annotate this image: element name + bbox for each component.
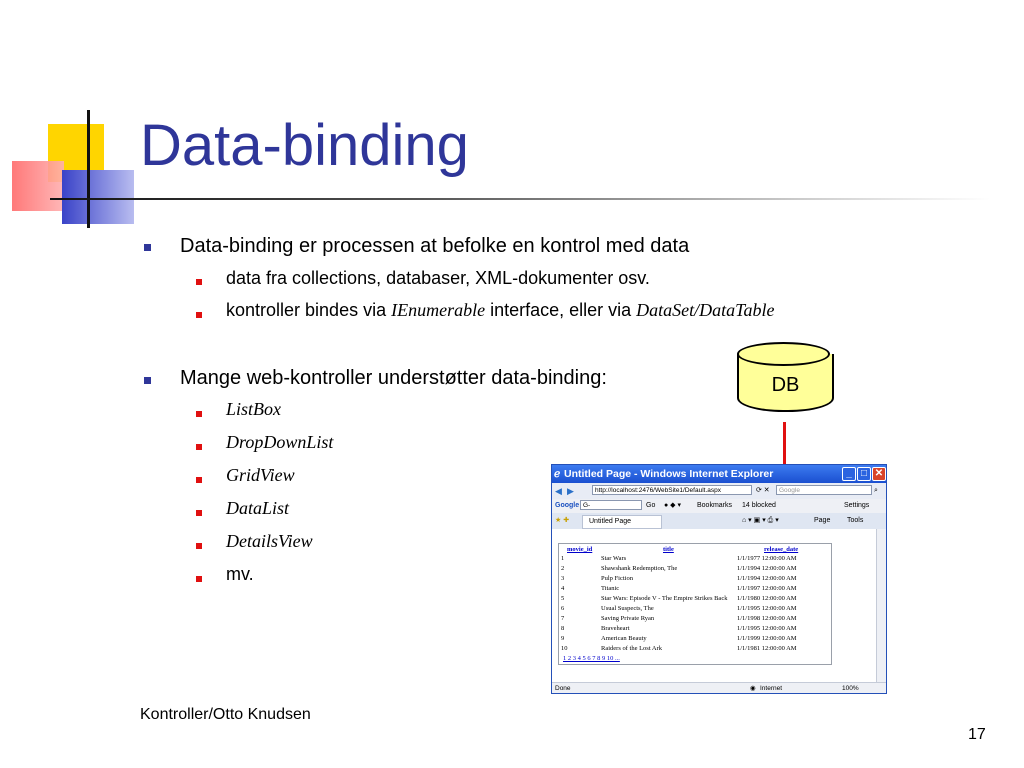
grid-cell: Star Wars — [601, 555, 627, 562]
address-bar — [552, 483, 886, 500]
globe-icon: ◉ — [750, 685, 756, 692]
grid-header-release-date[interactable]: release_date — [764, 546, 799, 553]
security-zone: Internet — [760, 685, 783, 692]
slide-title: Data-binding — [140, 113, 469, 178]
favorites-star-icon[interactable]: ★ ✚ — [555, 517, 570, 524]
google-search-field[interactable]: G- — [580, 500, 642, 510]
grid-cell: 1/1/1994 12:00:00 AM — [737, 565, 797, 572]
browser-title: Untitled Page - Windows Internet Explorer — [564, 468, 774, 480]
grid-cell: 1/1/1997 12:00:00 AM — [737, 585, 797, 592]
tools-menu[interactable]: Tools — [847, 517, 864, 524]
grid-cell: 1/1/1977 12:00:00 AM — [737, 555, 797, 562]
grid-cell: 9 — [561, 635, 565, 642]
dataset-term: DataSet/DataTable — [636, 300, 775, 320]
ie-icon: ℯ — [554, 468, 561, 480]
refresh-icon[interactable]: ⟳ ✕ — [756, 487, 770, 494]
database-cylinder-top — [737, 342, 830, 366]
control-listbox: ListBox — [226, 399, 282, 419]
sub-bullet-square — [196, 510, 202, 516]
title-underline — [50, 198, 990, 200]
status-text: Done — [555, 685, 571, 692]
status-bar — [552, 682, 886, 694]
forward-icon[interactable]: ▶ — [567, 486, 574, 496]
grid-cell: 1/1/1980 12:00:00 AM — [737, 595, 797, 602]
grid-cell: 1 — [561, 555, 565, 562]
slide-footer: Kontroller/Otto Knudsen — [140, 706, 311, 723]
tab-untitled-page[interactable]: Untitled Page — [582, 515, 662, 529]
control-etc: mv. — [226, 564, 254, 584]
control-gridview: GridView — [226, 465, 295, 485]
grid-cell: 3 — [561, 575, 565, 582]
grid-cell: 1/1/1995 12:00:00 AM — [737, 625, 797, 632]
google-logo: Google — [555, 502, 580, 509]
sub-bullet-square — [196, 411, 202, 417]
maximize-button[interactable]: □ — [857, 467, 871, 481]
control-dropdownlist: DropDownList — [226, 432, 334, 452]
browser-window — [551, 464, 887, 694]
back-icon[interactable]: ◀ — [555, 486, 562, 496]
url-input[interactable]: http://localhost:2476/WebSite1/Default.aspx — [592, 485, 752, 495]
grid-cell: 4 — [561, 585, 565, 592]
tab-bar — [552, 513, 886, 530]
logo-red-square — [12, 161, 64, 211]
bullet-square — [144, 377, 151, 384]
google-toolbar — [552, 499, 886, 514]
grid-cell: Saving Private Ryan — [601, 615, 655, 622]
ienumerable-term: IEnumerable — [391, 300, 486, 320]
sub-bullet-text: data fra collections, databaser, XML-dokumenter osv. — [226, 268, 650, 288]
control-detailsview: DetailsView — [226, 531, 313, 551]
bookmarks-button[interactable]: Bookmarks — [697, 502, 733, 509]
settings-button[interactable]: Settings — [844, 502, 870, 509]
bullet-text: Data-binding er processen at befolke en kontrol med data — [180, 235, 690, 257]
close-button[interactable]: ✕ — [872, 467, 886, 481]
zoom-level[interactable]: 100% — [842, 685, 859, 692]
sub-bullet-square — [196, 543, 202, 549]
logo-vertical-line — [87, 110, 90, 228]
popup-blocked-button[interactable]: 14 blocked — [742, 502, 776, 509]
home-feeds-print-icons[interactable]: ⌂ ▾ ▣ ▾ ⎙ ▾ — [742, 517, 779, 524]
sub-bullet-text-composite — [226, 300, 775, 321]
grid-header-movie-id[interactable]: movie_id — [567, 546, 593, 553]
sub-bullet-square — [196, 279, 202, 285]
text-segment: interface, eller via — [485, 300, 637, 320]
grid-pager[interactable]: 1 2 3 4 5 6 7 8 9 10 ... — [563, 655, 620, 662]
go-button[interactable]: Go — [646, 502, 656, 509]
grid-cell: Shawshank Redemption, The — [601, 565, 678, 572]
grid-cell: 7 — [561, 615, 565, 622]
grid-cell: 10 — [561, 645, 568, 652]
bullet-square — [144, 244, 151, 251]
gridview-table — [558, 543, 832, 665]
grid-cell: 1/1/1981 12:00:00 AM — [737, 645, 797, 652]
grid-cell: 5 — [561, 595, 565, 602]
grid-header-title[interactable]: title — [663, 546, 674, 553]
grid-cell: 1/1/1995 12:00:00 AM — [737, 605, 797, 612]
grid-cell: 1/1/1998 12:00:00 AM — [737, 615, 797, 622]
search-input[interactable]: Google — [776, 485, 872, 495]
control-datalist: DataList — [226, 498, 290, 518]
grid-cell: American Beauty — [601, 635, 647, 642]
minimize-button[interactable]: _ — [842, 467, 856, 481]
grid-cell: Star Wars: Episode V - The Empire Strikes Back — [601, 595, 728, 602]
grid-cell: 1/1/1994 12:00:00 AM — [737, 575, 797, 582]
grid-cell: 1/1/1999 12:00:00 AM — [737, 635, 797, 642]
grid-cell: Titanic — [601, 585, 620, 592]
grid-cell: 6 — [561, 605, 565, 612]
grid-cell: Braveheart — [601, 625, 630, 632]
grid-cell: Usual Suspects, The — [601, 605, 654, 612]
browser-titlebar — [552, 465, 886, 483]
sub-bullet-square — [196, 444, 202, 450]
database-label: DB — [771, 374, 800, 396]
search-icon[interactable]: ⌕ — [874, 487, 878, 494]
text-segment: kontroller bindes via — [226, 300, 392, 320]
page-content — [552, 529, 876, 682]
bullet-text: Mange web-kontroller understøtter data-binding: — [180, 367, 607, 389]
sub-bullet-square — [196, 312, 202, 318]
sub-bullet-square — [196, 477, 202, 483]
toolbar-icons: ● ◆ ▾ — [664, 502, 682, 509]
vertical-scrollbar[interactable] — [876, 529, 887, 682]
grid-cell: 8 — [561, 625, 565, 632]
grid-cell: Raiders of the Lost Ark — [601, 645, 663, 652]
page-number: 17 — [968, 726, 986, 743]
sub-bullet-square — [196, 576, 202, 582]
logo-blue-square — [62, 170, 134, 224]
page-menu[interactable]: Page — [814, 517, 831, 524]
grid-cell: 2 — [561, 565, 565, 572]
grid-cell: Pulp Fiction — [601, 575, 633, 582]
